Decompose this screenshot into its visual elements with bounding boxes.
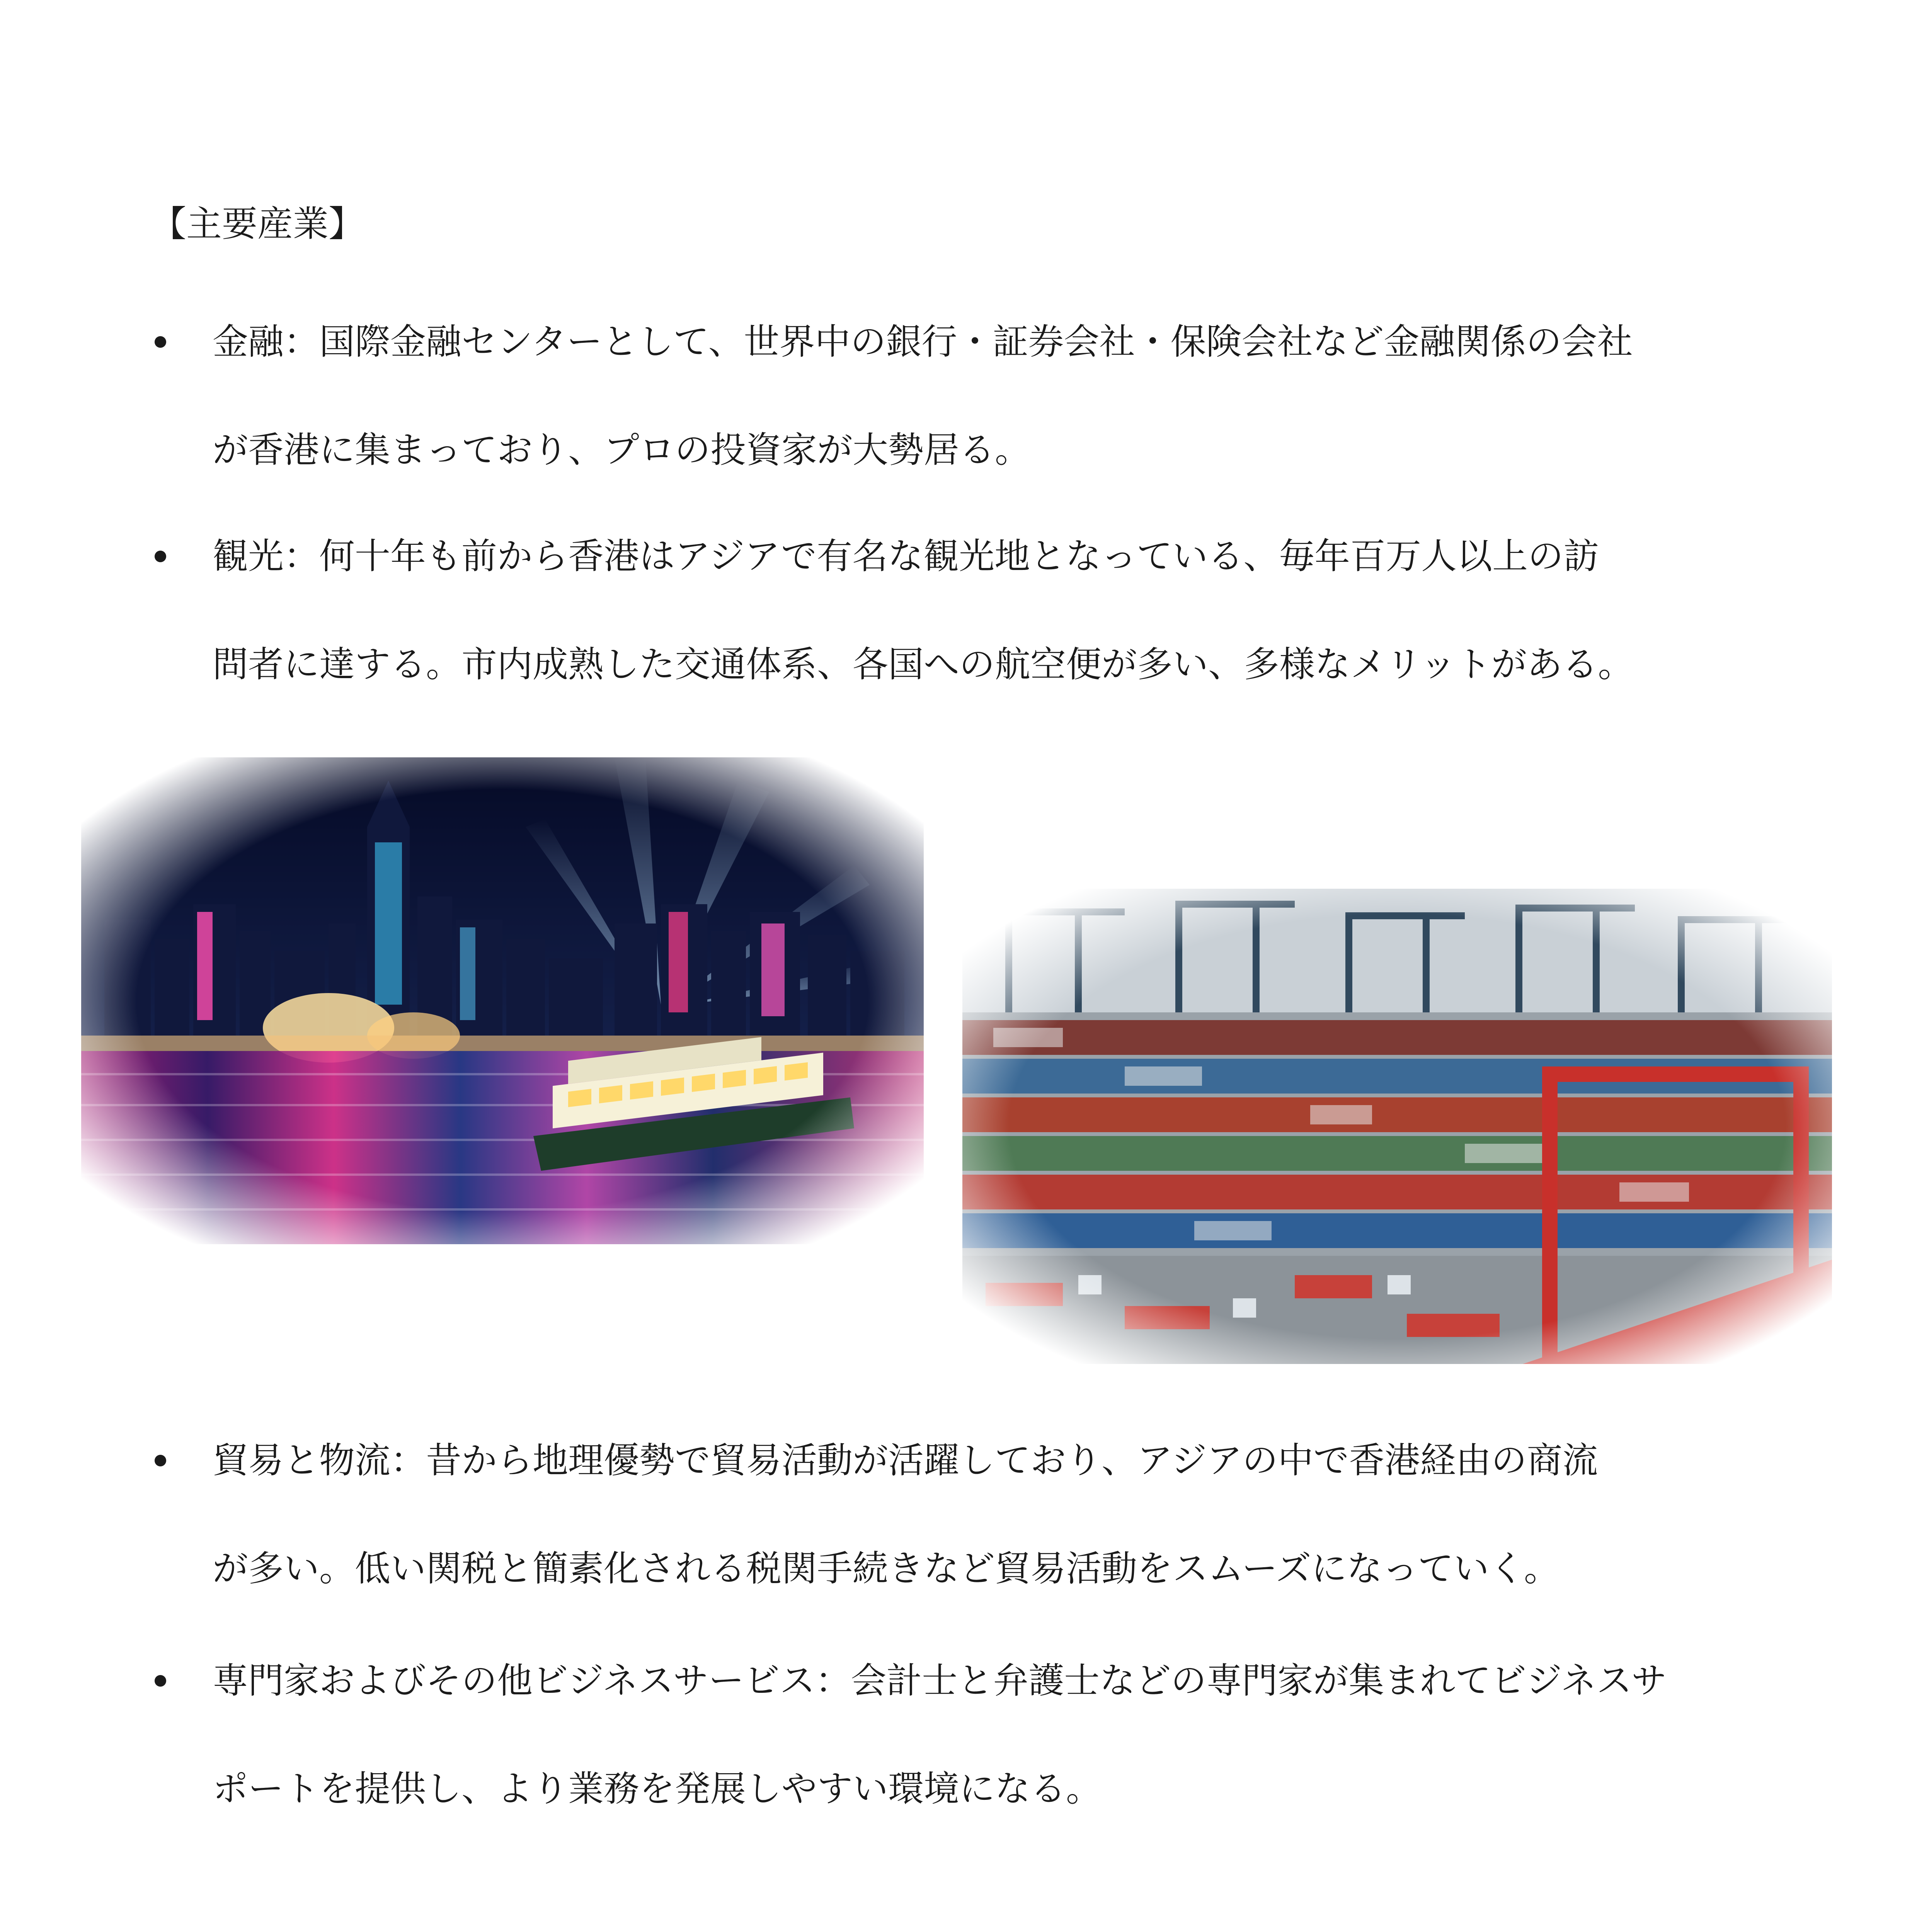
bullet-text: 金融：国際金融センターとして、世界中の銀行・証券会社・保険会社など金融関係の会社 が香港に集まっており、プロの投資家が大勢居る。 — [213, 321, 1633, 471]
bullet-dot — [155, 1675, 166, 1687]
bullet-dot — [155, 1455, 166, 1466]
container-port-photo — [962, 889, 1832, 1364]
victoria-harbour-night-photo — [81, 757, 924, 1244]
bullet-dot — [155, 551, 166, 562]
bullet-text: 貿易と物流：昔から地理優勢で貿易活動が活躍しており、アジアの中で香港経由の商流 が多い。低い関税と簡素化される税関手続きなど貿易活動をスムーズになっていく。 — [213, 1440, 1598, 1589]
bullet-dot — [155, 336, 166, 348]
bullet-text: 観光：何十年も前から香港はアジアで有名な観光地となっている、毎年百万人以上の訪 問者に達する。市内成熟した交通体系、各国への航空便が多い、多様なメリットがある。 — [213, 536, 1634, 685]
section-heading: 【主要産業】 — [151, 203, 364, 245]
bullet-text: 専門家およびその他ビジネスサービス：会計士と弁護士などの専門家が集まれてビジネスサ ポートを提供し、より業務を発展しやすい環境になる。 — [213, 1660, 1667, 1810]
